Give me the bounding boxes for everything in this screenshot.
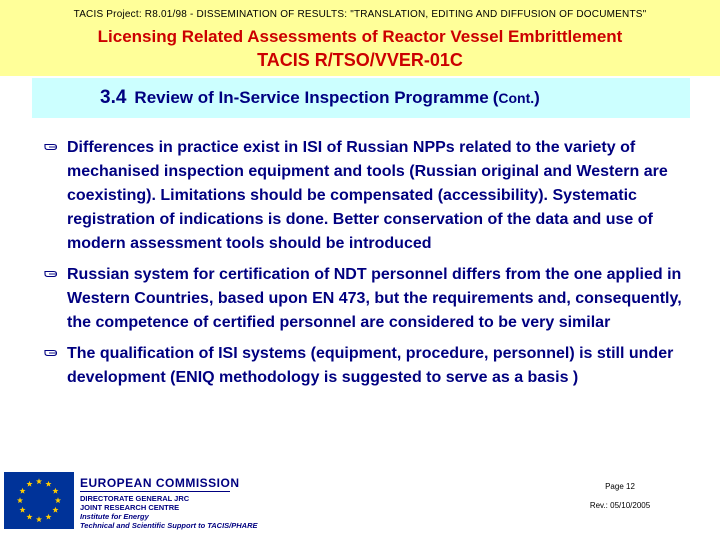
pointing-hand-icon — [44, 267, 58, 281]
project-line: TACIS Project: R8.01/98 - DISSEMINATION OF RESULTS: "TRANSLATION, EDITING AND DIFFUSION OF DOCUMENTS" — [73, 9, 647, 20]
support-line: Technical and Scientific Support to TACIS/PHARE — [80, 521, 258, 530]
bullet-item — [44, 342, 704, 390]
section-number: 3.4 — [100, 87, 127, 108]
directorate-line: DIRECTORATE GENERAL JRC — [80, 494, 190, 503]
revision-date: Rev.: 05/10/2005 — [589, 501, 651, 510]
commission-block — [80, 476, 258, 530]
page-title: Licensing Related Assessments of Reactor Vessel Embrittlement — [97, 27, 623, 46]
bullet-list — [44, 136, 704, 397]
bullet-text: The qualification of ISI systems (equipment, procedure, personnel) is still under development (ENIQ methodology is suggested to serve as a basis ) — [67, 345, 674, 386]
project-code: TACIS R/TSO/VVER-01C — [257, 50, 463, 70]
section-title: Review of In-Service Inspection Programme — [134, 88, 489, 107]
pointing-hand-icon — [44, 346, 58, 360]
page-info — [560, 482, 680, 520]
institute-line: Institute for Energy — [80, 512, 149, 521]
commission-name: EUROPEAN COMMISSION — [80, 476, 240, 490]
section-heading — [32, 78, 690, 118]
bullet-item — [44, 263, 704, 335]
bullet-text: Differences in practice exist in ISI of Russian NPPs related to the variety of mechanised inspection equipment and tools (Russian original and Western are coexisting). Limitations should be compensated (accessibility). Systematic registration of indications is done. Better conservation of the data and use of modern assessment tools should be introduced — [67, 139, 668, 252]
bullet-item — [44, 136, 704, 256]
jrc-line: JOINT RESEARCH CENTRE — [80, 503, 180, 512]
page-number: Page 12 — [605, 482, 635, 491]
header-banner — [0, 0, 720, 76]
eu-flag-icon — [4, 472, 74, 529]
section-continued: (Cont.) — [492, 88, 540, 107]
divider — [80, 491, 230, 492]
pointing-hand-icon — [44, 140, 58, 154]
bullet-text: Russian system for certification of NDT personnel differs from the one applied in Western Countries, based upon EN 473, but the requirements and, consequently, the competence of certified personnel are considered to be very similar — [67, 266, 682, 331]
